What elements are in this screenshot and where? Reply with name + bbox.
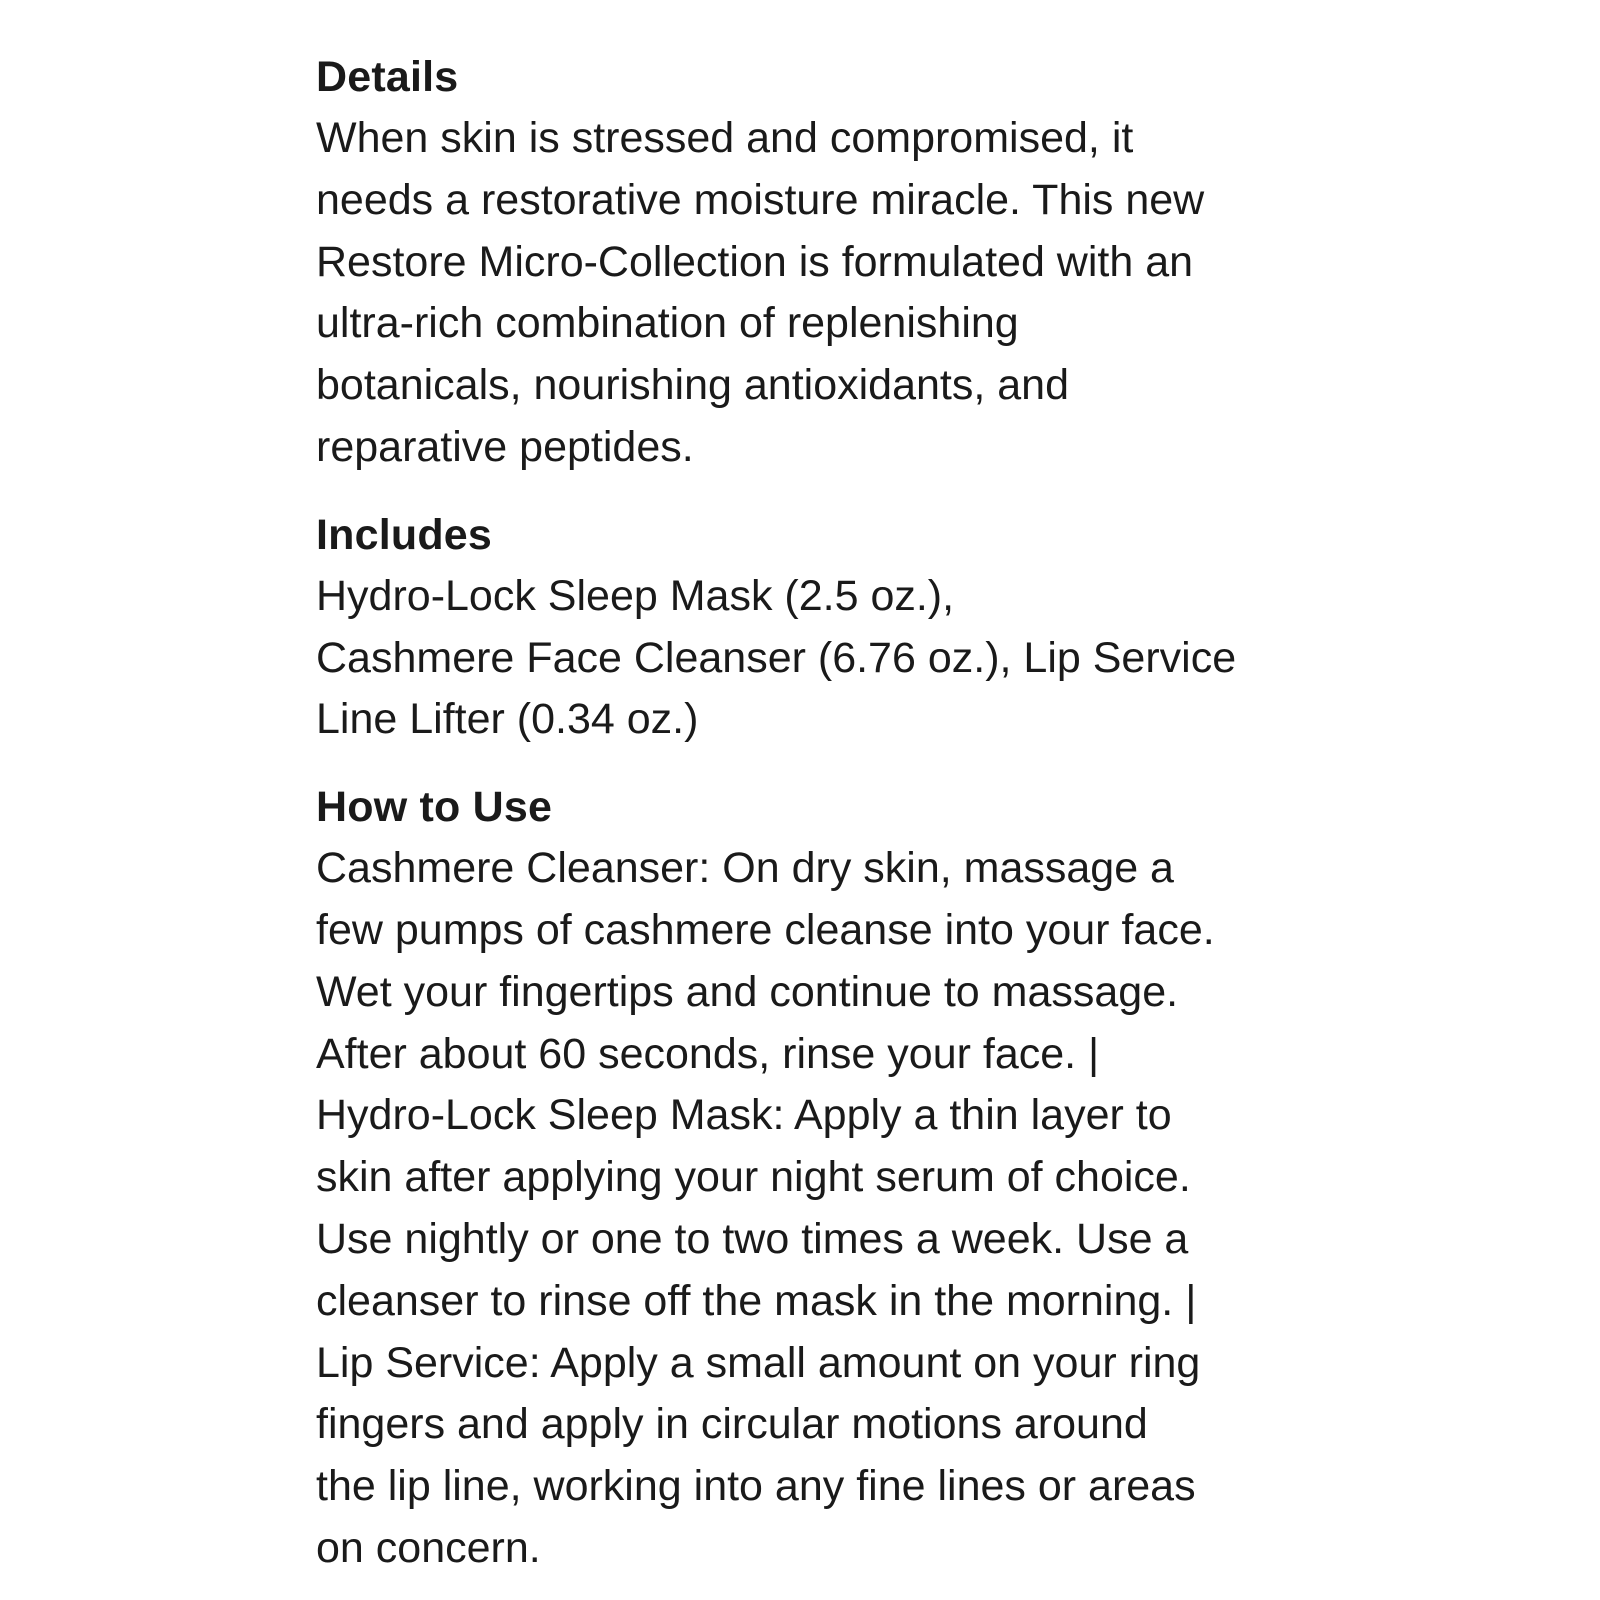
how-to-use-line: fingers and apply in circular motions around [316,1400,1148,1449]
details-line: reparative peptides. [316,422,694,471]
how-to-use-heading: How to Use [316,783,553,832]
details-heading: Details [316,53,459,101]
includes-heading: Includes [316,510,493,559]
includes-line: Cashmere Face Cleanser (6.76 oz.), Lip Service [316,633,1237,682]
how-to-use-line: cleanser to rinse off the mask in the morning. | [316,1276,1197,1325]
how-to-use-line: Lip Service: Apply a small amount on your ring [316,1338,1201,1387]
details-line: needs a restorative moisture miracle. This new [316,175,1205,224]
details-line: When skin is stressed and compromised, it [316,114,1134,162]
details-line: botanicals, nourishing antioxidants, and [316,361,1070,410]
product-description [316,46,1276,1580]
how-to-use-line: Wet your fingertips and continue to massage. [316,967,1179,1016]
how-to-use-section [316,776,1276,1580]
how-to-use-line: few pumps of cashmere cleanse into your face. [316,905,1215,954]
how-to-use-line: skin after applying your night serum of choice. [316,1153,1191,1202]
details-line: ultra-rich combination of replenishing [316,299,1019,348]
section-spacer [316,751,1276,776]
how-to-use-line: the lip line, working into any fine lines or areas [316,1462,1196,1511]
details-section [316,46,1276,479]
how-to-use-line: Hydro-Lock Sleep Mask: Apply a thin layer to [316,1091,1172,1140]
includes-line: Line Lifter (0.34 oz.) [316,695,699,744]
how-to-use-line: Cashmere Cleanser: On dry skin, massage a [316,844,1174,893]
details-line: Restore Micro-Collection is formulated with an [316,237,1194,286]
includes-section [316,504,1276,751]
how-to-use-line: Use nightly or one to two times a week. Use a [316,1214,1189,1263]
how-to-use-line: After about 60 seconds, rinse your face. | [316,1029,1100,1078]
section-spacer [316,479,1276,504]
includes-line: Hydro-Lock Sleep Mask (2.5 oz.), [316,571,955,620]
how-to-use-line: on concern. [316,1523,541,1572]
